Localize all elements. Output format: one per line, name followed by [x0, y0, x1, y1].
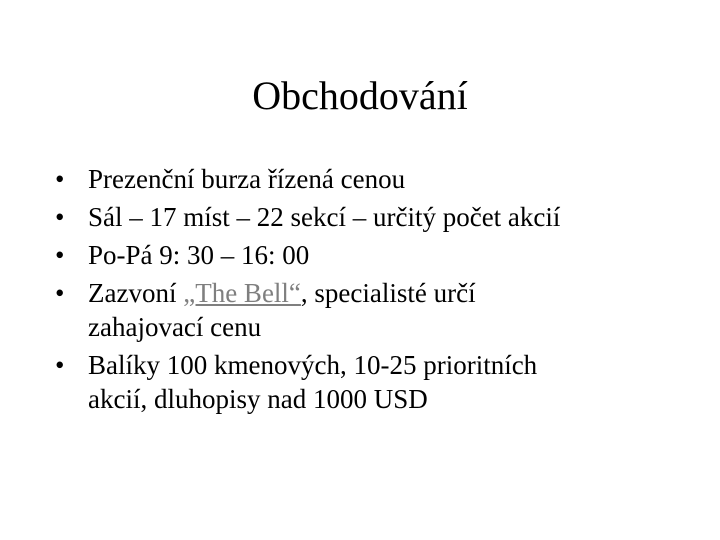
bullet-text: Sál – 17 míst – 22 sekcí – určitý počet akcií	[88, 202, 561, 232]
bullet-text: Prezenční burza řízená cenou	[88, 164, 406, 194]
bullet-dot-icon: •	[55, 278, 65, 308]
bullet-item	[52, 276, 692, 344]
bullet-text-continuation: zahajovací cenu	[88, 312, 262, 342]
bullet-dot-icon: •	[55, 202, 65, 232]
bullet-item	[52, 200, 692, 234]
bullet-list	[52, 162, 692, 426]
bullet-text: Balíky 100 kmenových, 10-25 prioritních	[88, 350, 538, 380]
bullet-text: Po-Pá 9: 30 – 16: 00	[88, 240, 310, 270]
bullet-item	[52, 162, 692, 196]
bullet-dot-icon: •	[55, 350, 65, 380]
bullet-text-prefix: Zazvoní	[88, 278, 184, 308]
the-bell-link[interactable]: „The Bell“	[183, 278, 301, 308]
bullet-text-continuation: akcií, dluhopisy nad 1000 USD	[88, 384, 428, 414]
bullet-text-line	[88, 276, 692, 310]
bullet-text-suffix: , specialisté určí	[300, 278, 476, 308]
bullet-dot-icon: •	[55, 164, 65, 194]
bullet-item	[52, 348, 692, 416]
bullet-item	[52, 238, 692, 272]
slide-title: Obchodování	[252, 73, 468, 118]
bullet-dot-icon: •	[55, 240, 65, 270]
